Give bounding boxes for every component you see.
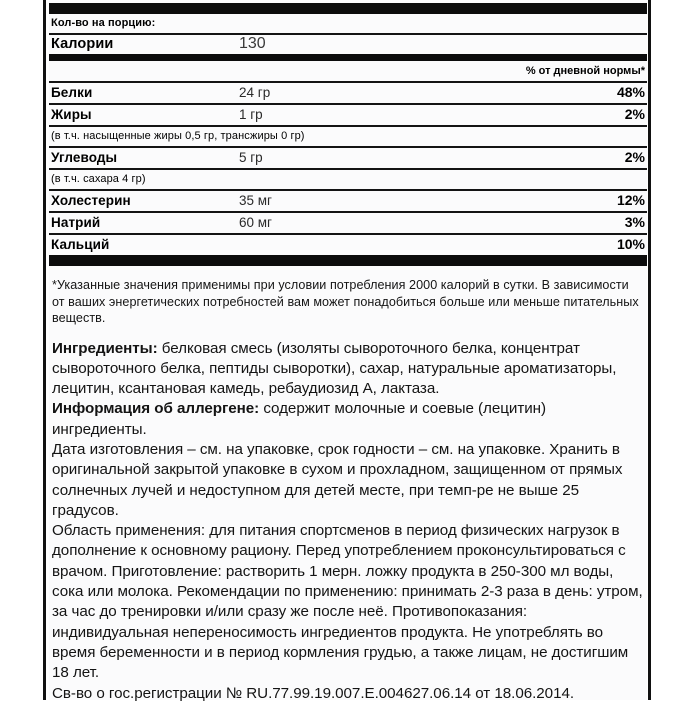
usage-paragraph: Область применения: для питания спортсменов в период физических нагрузок в дополнение к основному рациону. Перед употреблением проконсультироваться с врачом. Приготовление: растворить 1 мерн. ложку продукта в 250-300 мл воды, сока или молока. Рекомендации по применению: принимать 2-3 раза в день: утром, за час до тренировки и/или сразу же после неё. Противопоказания: индивидуальная непереносимость ингредиентов продукта. Не употреблять во время беременности и в период кормления грудью, а также лицам, не достигшим 18 лет. [52, 522, 643, 682]
allergen-label: Информация об аллергене: [52, 400, 260, 418]
nutrient-name: Кальций [51, 237, 110, 252]
nutrient-dv: 10% [616, 236, 645, 252]
label-panel [49, 0, 647, 700]
nutrient-dv: 2% [624, 149, 645, 165]
nutrient-value: 1 гр [239, 107, 263, 122]
nutrient-name: Углеводы [51, 150, 118, 165]
daily-value-footnote: *Указанные значения применимы при условии потребления 2000 калорий в сутки. В зависимости от ваших энергетических потребностей вам может понадобиться больше или меньше питательных веществ. [52, 278, 639, 325]
divider-after-calories [49, 54, 647, 61]
saturated-fat-text: (в т.ч. насыщенные жиры 0,5 гр, трансжиры 0 гр) [51, 130, 305, 142]
allergen-paragraph [52, 399, 643, 440]
nutrient-value: 35 мг [239, 193, 272, 208]
table-row [49, 105, 647, 125]
calories-label: Калории [51, 36, 114, 52]
left-border-rule [43, 0, 46, 700]
serving-caption-label: Кол-во на порцию: [51, 17, 156, 29]
allergen-text: содержит молочные и соевые (лецитин) ингредиенты. [52, 400, 547, 438]
table-row [49, 191, 647, 211]
nutrient-name: Жиры [51, 107, 92, 122]
table-row [49, 148, 647, 168]
right-border-rule [648, 0, 651, 700]
calories-value: 130 [239, 35, 266, 52]
nutrient-dv: 12% [616, 192, 645, 208]
daily-value-header-label: % от дневной нормы* [525, 65, 645, 77]
nutrient-value: 5 гр [239, 150, 263, 165]
ingredients-label: Ингредиенты: [52, 339, 158, 357]
saturated-fat-subrow [49, 127, 647, 146]
nutrient-name: Белки [51, 85, 93, 100]
ingredients-paragraph [52, 339, 643, 400]
nutrition-facts-table [49, 0, 647, 266]
table-top-bar [49, 3, 647, 14]
table-bottom-bar [49, 255, 647, 266]
nutrient-name: Холестерин [51, 193, 131, 208]
table-row [49, 235, 647, 255]
nutrient-name: Натрий [51, 215, 101, 230]
product-information [49, 327, 647, 704]
nutrient-dv: 3% [624, 214, 645, 230]
daily-value-header-row [49, 61, 647, 81]
sugars-text: (в т.ч. сахара 4 гр) [51, 173, 146, 185]
ingredients-text: белковая смесь (изоляты сывороточного белка, концентрат сывороточного белка, пептиды сыворотки), сахар, натуральные ароматизаторы, лецитин, ксантановая камедь, ребаудиозид А, лактаза. [52, 339, 617, 398]
calories-row [49, 35, 647, 54]
table-row [49, 83, 647, 103]
nutrient-dv: 2% [624, 106, 645, 122]
serving-caption-row [49, 14, 647, 33]
table-row [49, 213, 647, 233]
sugars-subrow [49, 170, 647, 189]
nutrient-dv: 48% [616, 84, 645, 100]
registration-paragraph: Св-во о гос.регистрации № RU.77.99.19.007.Е.004627.06.14 от 18.06.2014. [52, 684, 575, 702]
nutrient-value: 24 гр [239, 85, 271, 100]
date-storage-paragraph: Дата изготовления – см. на упаковке, срок годности – см. на упаковке. Хранить в оригинальной закрытой упаковке в сухом и прохладном, защищенном от прямых солнечных лучей и недоступном для детей месте, при темп-ре не выше 25 градусов. [52, 440, 623, 519]
nutrient-value: 60 мг [239, 215, 272, 230]
